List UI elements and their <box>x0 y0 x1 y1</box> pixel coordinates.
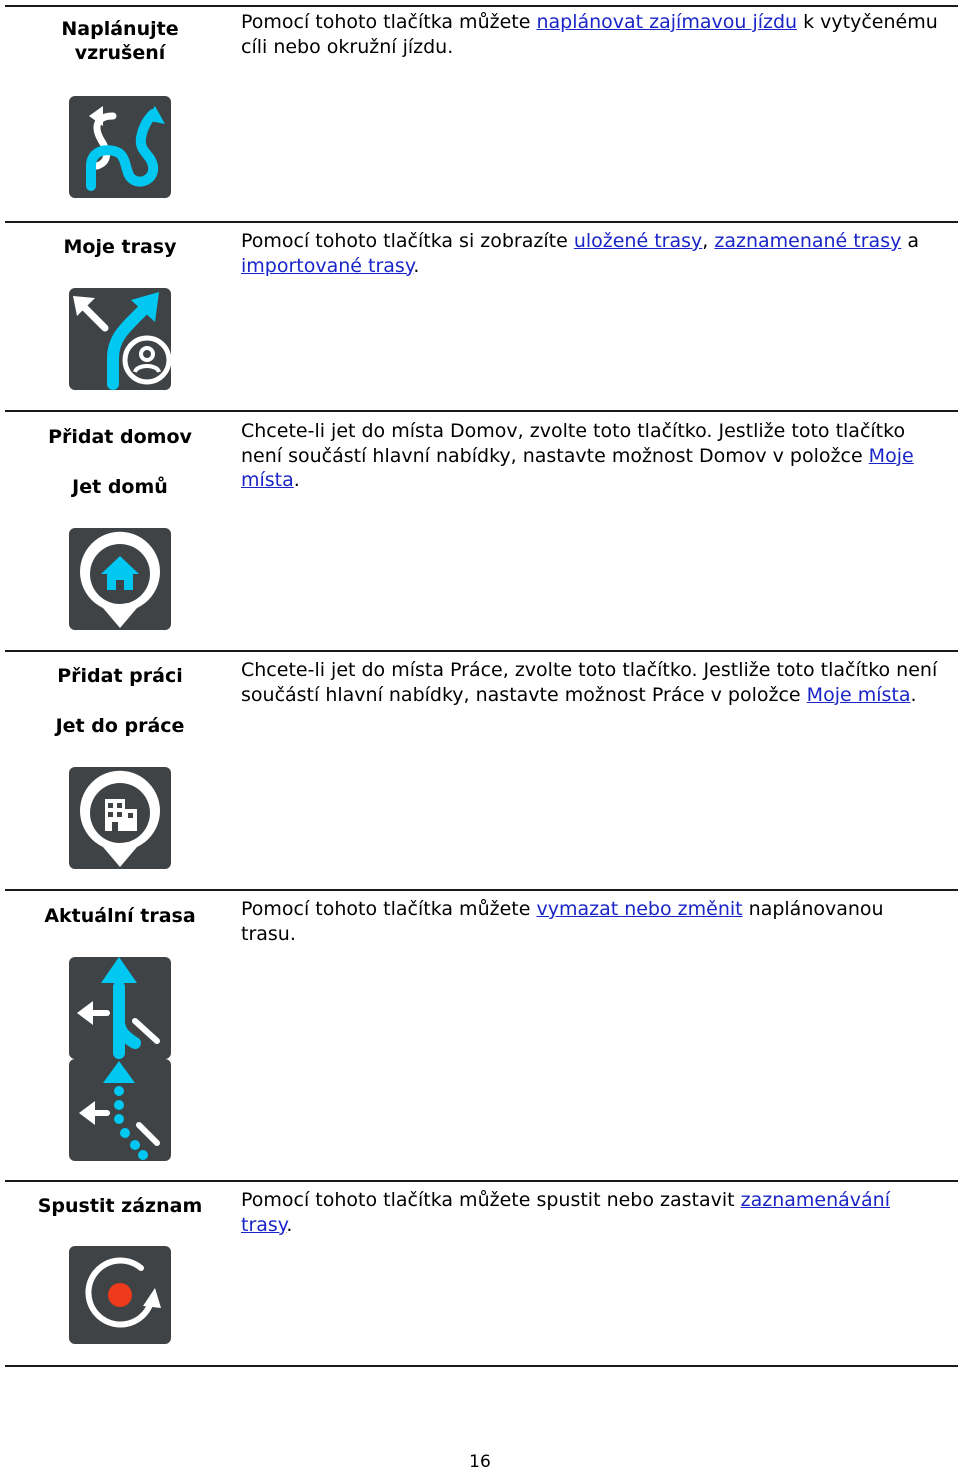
row-label <box>20 425 220 499</box>
description-text: a <box>901 230 920 252</box>
row-divider <box>5 889 958 891</box>
label-text: Přidat domov <box>48 426 192 448</box>
description-text: Pomocí tohoto tlačítka můžete spustit nebo zastavit <box>241 1189 741 1211</box>
row-label <box>20 664 220 738</box>
row-label <box>20 904 220 928</box>
row-divider <box>5 1365 958 1367</box>
description-text: Chcete-li jet do místa Práce, zvolte toto tlačítko. Jestliže toto tlačítko není součástí hlavní nabídky, nastavte možnost Práce v položce <box>241 659 938 706</box>
label-text: Spustit záznam <box>37 1195 203 1217</box>
link-route-recording[interactable]: zaznamenávání trasy <box>241 1189 891 1236</box>
description-text: . <box>286 1213 293 1236</box>
row-description <box>241 658 941 707</box>
label-text: Aktuální trasa <box>44 905 196 927</box>
row-divider <box>5 1180 958 1182</box>
link-thrilling-route[interactable]: naplánovat zajímavou jízdu <box>536 11 798 33</box>
link-saved-routes[interactable]: uložené trasy <box>573 230 703 252</box>
row-description <box>241 1188 941 1237</box>
record-icon[interactable] <box>69 1246 171 1344</box>
row-description <box>241 229 941 278</box>
description-text: naplánovanou trasu. <box>241 898 884 945</box>
link-imported-routes[interactable]: importované trasy <box>241 254 414 277</box>
winding-road-icon[interactable] <box>69 96 171 198</box>
row-label <box>20 17 220 65</box>
current-route-icon[interactable] <box>69 957 171 1059</box>
label-text: Jet domů <box>72 476 168 498</box>
home-pin-icon[interactable] <box>69 528 171 630</box>
row-label <box>20 1194 220 1218</box>
top-divider <box>5 5 958 7</box>
label-text: Naplánujte vzrušení <box>61 18 179 64</box>
row-divider <box>5 650 958 652</box>
row-description <box>241 419 941 493</box>
current-route-dotted-icon[interactable] <box>69 1059 171 1161</box>
link-recorded-routes[interactable]: zaznamenané trasy <box>714 230 902 252</box>
description-text: Chcete-li jet do místa Domov, zvolte toto tlačítko. Jestliže toto tlačítko není součástí hlavní nabídky, nastavte možnost Domov v položce <box>241 420 906 467</box>
row-description <box>241 897 941 946</box>
row-divider <box>5 410 958 412</box>
description-text: k vytyčenému cíli nebo okružní jízdu. <box>241 11 938 58</box>
label-text: Jet do práce <box>55 715 185 737</box>
link-my-places[interactable]: Moje místa <box>806 683 911 706</box>
work-pin-icon[interactable] <box>69 767 171 869</box>
my-routes-icon[interactable] <box>69 288 171 390</box>
link-my-places[interactable]: Moje místa <box>241 444 914 491</box>
description-text: Pomocí tohoto tlačítka si zobrazíte <box>241 230 574 252</box>
description-text: . <box>413 254 420 277</box>
description-text: . <box>293 469 300 491</box>
description-text: . <box>910 683 917 706</box>
description-text: Pomocí tohoto tlačítka můžete <box>241 898 537 920</box>
row-divider <box>5 221 958 223</box>
row-label <box>20 235 220 259</box>
row-description <box>241 10 941 59</box>
page-number: 16 <box>469 1452 491 1472</box>
description-text: , <box>702 230 715 252</box>
link-clear-change-route[interactable]: vymazat nebo změnit <box>536 898 743 920</box>
label-text: Přidat práci <box>57 665 183 687</box>
label-text: Moje trasy <box>63 236 177 258</box>
description-text: Pomocí tohoto tlačítka můžete <box>241 11 537 33</box>
